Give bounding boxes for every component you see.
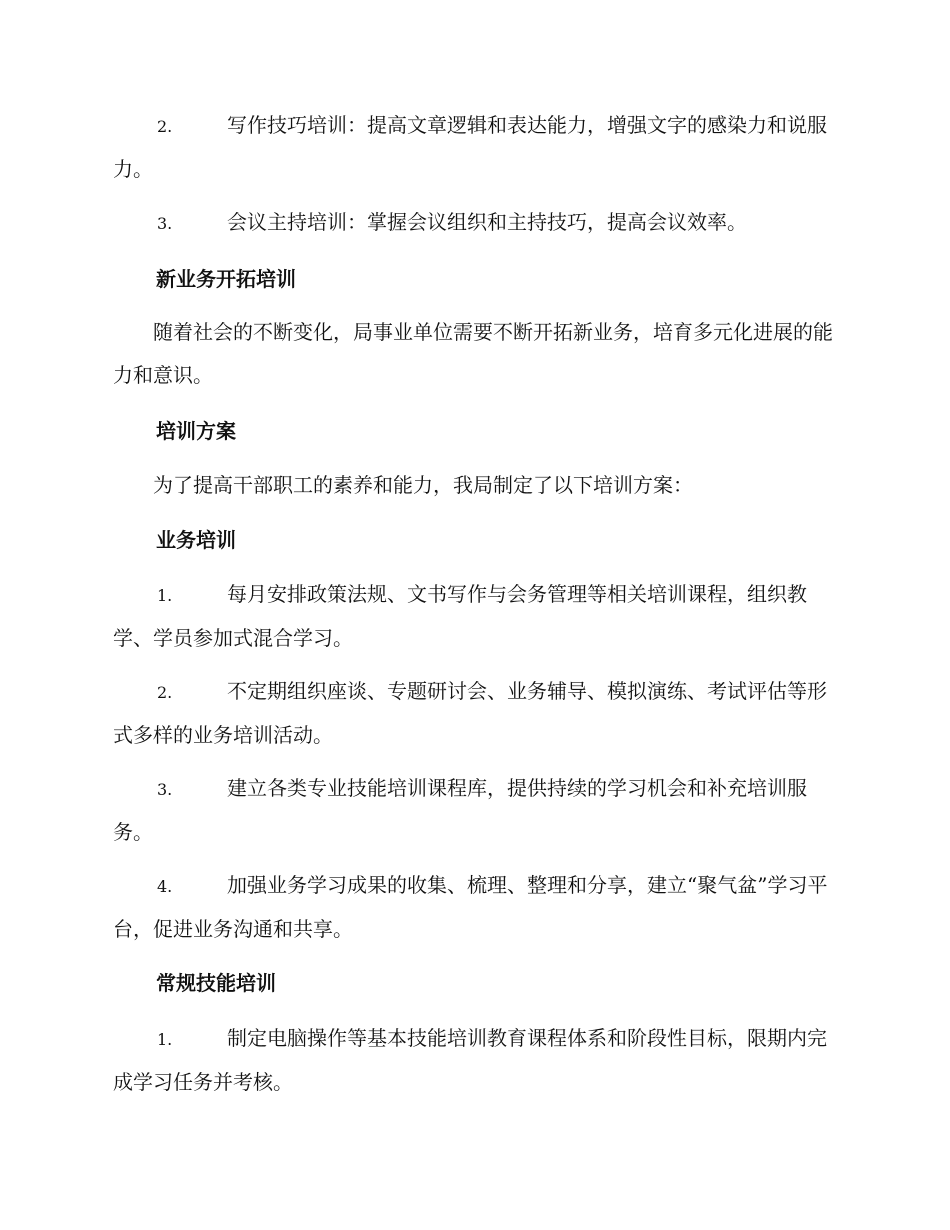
- list-text: 建立各类专业技能培训课程库，提供持续的学习机会和补充培训服务。: [113, 776, 807, 844]
- list-item: [113, 104, 835, 191]
- list-number: 1.: [157, 1030, 173, 1049]
- list-item: [113, 864, 835, 951]
- list-text: 制定电脑操作等基本技能培训教育课程体系和阶段性目标，限期内完成学习任务并考核。: [113, 1026, 827, 1094]
- list-item: [113, 670, 835, 757]
- list-item: [113, 573, 835, 660]
- list-number: 1.: [157, 586, 173, 605]
- section-heading: 常规技能培训: [156, 971, 276, 995]
- list-number: 2.: [157, 683, 173, 702]
- list-text: 加强业务学习成果的收集、梳理、整理和分享，建立“聚气盆”学习平台，促进业务沟通和共享。: [113, 873, 828, 941]
- list-item: [113, 1017, 835, 1104]
- list-number: 4.: [157, 877, 173, 896]
- section-heading: 新业务开拓培训: [156, 267, 296, 291]
- list-number: 2.: [157, 117, 173, 136]
- section-heading: 业务培训: [156, 528, 236, 552]
- list-item: [113, 767, 835, 854]
- list-number: 3.: [157, 780, 173, 799]
- section-heading: 培训方案: [156, 419, 236, 443]
- paragraph: 随着社会的不断变化，局事业单位需要不断开拓新业务，培育多元化进展的能力和意识。: [113, 320, 833, 387]
- list-text: 不定期组织座谈、专题研讨会、业务辅导、模拟演练、考试评估等形式多样的业务培训活动。: [113, 679, 827, 747]
- list-text: 每月安排政策法规、文书写作与会务管理等相关培训课程，组织教学、学员参加式混合学习。: [113, 582, 807, 650]
- list-text: 会议主持培训：掌握会议组织和主持技巧，提高会议效率。: [227, 210, 747, 234]
- list-number: 3.: [157, 214, 173, 233]
- list-item: [113, 201, 835, 245]
- list-text: 写作技巧培训：提高文章逻辑和表达能力，增强文字的感染力和说服力。: [113, 113, 827, 181]
- paragraph: 为了提高干部职工的素养和能力，我局制定了以下培训方案：: [153, 473, 693, 497]
